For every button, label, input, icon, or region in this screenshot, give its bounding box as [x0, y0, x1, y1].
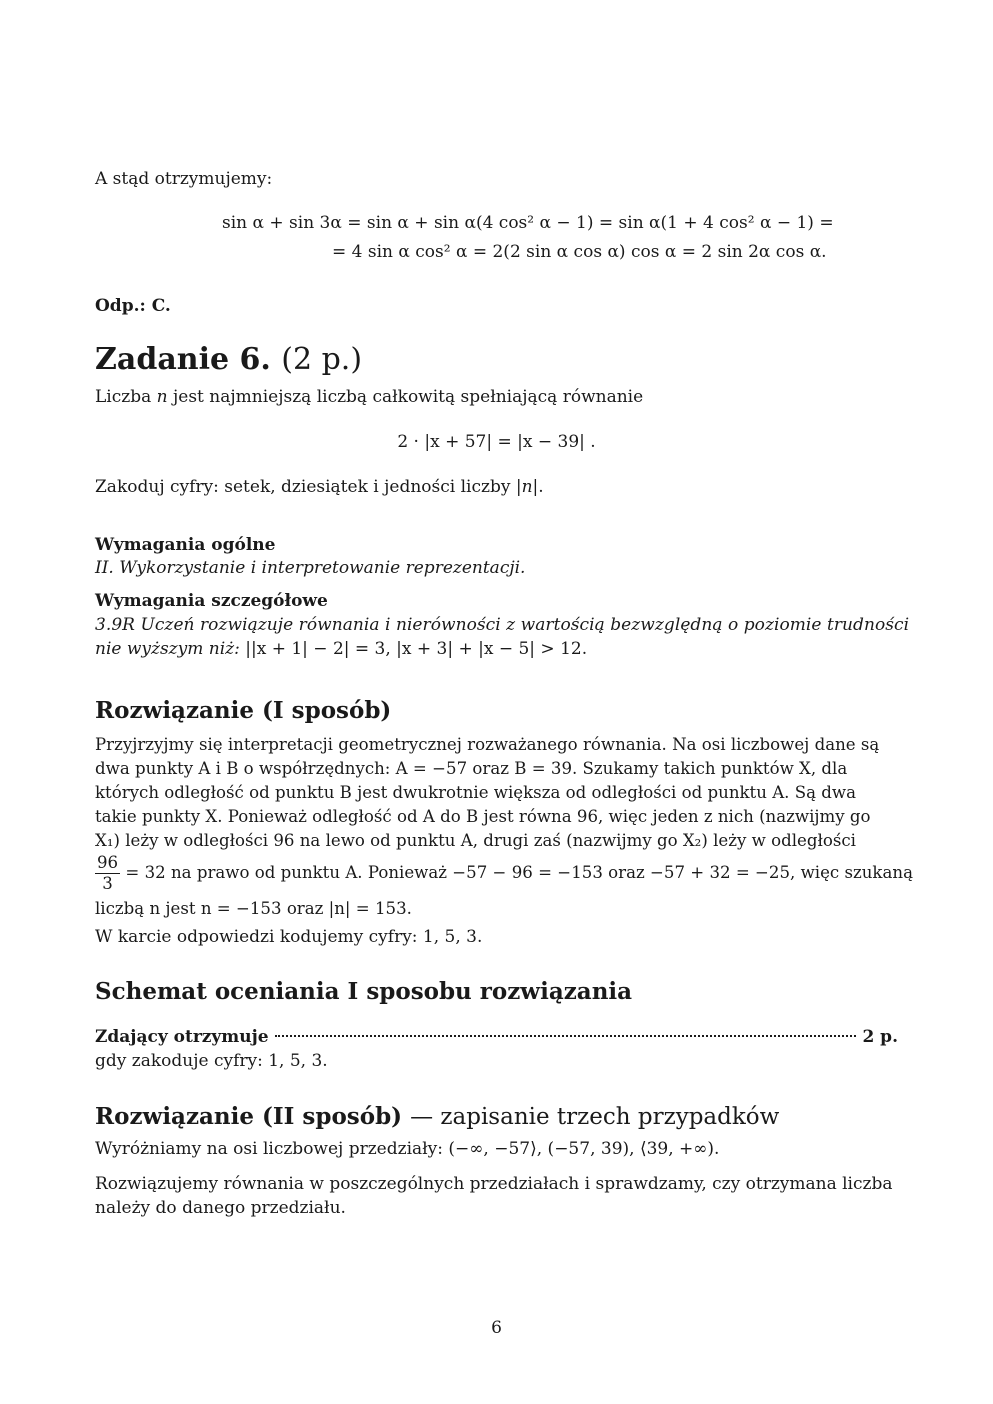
- detailed-requirements-line-2: [95, 637, 898, 661]
- intro-text: A stąd otrzymujemy:: [95, 169, 273, 189]
- fraction-numerator: 96: [97, 853, 119, 872]
- trig-equation-line-2: = 4 sin α cos² α = 2(2 sin α cos α) cos α = 2 sin 2α cos α.: [332, 242, 827, 262]
- solution-2-title-main: Rozwiązanie (II sposób): [95, 1103, 403, 1130]
- trig-equation-line-1: sin α + sin 3α = sin α + sin α(4 cos² α − 1) = sin α(1 + 4 cos² α − 1) =: [222, 213, 834, 233]
- solution-2-line-1: Wyróżniamy na osi liczbowej przedziały: (−∞, −57⟩, (−57, 39), ⟨39, +∞).: [95, 1139, 720, 1159]
- solution-1-code-line: W karcie odpowiedzi kodujemy cyfry: 1, 5, 3.: [95, 927, 483, 947]
- task-code-instruction: [95, 475, 898, 499]
- scheme-title: Schemat oceniania I sposobu rozwiązania: [95, 978, 633, 1005]
- solution-1-line-2: dwa punkty A i B o współrzędnych: A = −57 oraz B = 39. Szukamy takich punktów X, dla: [95, 759, 848, 778]
- task-points: (2 p.): [281, 342, 363, 377]
- detailed-requirements-examples: ||x + 1| − 2| = 3, |x + 3| + |x − 5| > 12.: [245, 639, 588, 659]
- scheme-row-condition: gdy zakoduje cyfry: 1, 5, 3.: [95, 1051, 328, 1071]
- solution-2-subtitle: — zapisanie trzech przypadków: [410, 1104, 780, 1130]
- dot-leader: [275, 1035, 857, 1037]
- code-instruction-var: |n|: [515, 477, 539, 497]
- solution-1-line-1: Przyjrzyjmy się interpretacji geometrycznej rozważanego równania. Na osi liczbowej dane są: [95, 735, 880, 754]
- task-title: [95, 343, 898, 377]
- solution-2-line-2: Rozwiązujemy równania w poszczególnych przedziałach i sprawdzamy, czy otrzymana liczba: [95, 1174, 893, 1194]
- fraction-line-rest: = 32 na prawo od punktu A. Ponieważ −57 − 96 = −153 oraz −57 + 32 = −25, więc szukaną: [125, 863, 913, 882]
- solution-1-line-3: których odległość od punktu B jest dwukrotnie większa od odległości od punktu A. Są dwa: [95, 783, 856, 802]
- general-requirements-text: II. Wykorzystanie i interpretowanie reprezentacji.: [95, 558, 526, 578]
- task-number: Zadanie 6.: [95, 342, 271, 377]
- page-number: 6: [491, 1318, 502, 1338]
- task-statement: [95, 385, 898, 409]
- solution-1-title: Rozwiązanie (I sposób): [95, 697, 392, 724]
- detailed-requirements-title: Wymagania szczegółowe: [95, 591, 328, 611]
- code-instruction-end: .: [538, 477, 544, 497]
- solution-1-line-4: takie punkty X. Ponieważ odległość od A do B jest równa 96, więc jeden z nich (nazwijmy go: [95, 807, 871, 826]
- solution-2-title: [95, 1103, 898, 1131]
- fraction: [95, 853, 120, 894]
- scheme-row-label: Zdający otrzymuje: [95, 1027, 269, 1047]
- detailed-requirements-line-1: 3.9R Uczeń rozwiązuje równania i nierówności z wartością bezwzględną o poziomie trudności: [95, 615, 910, 635]
- solution-1-paragraph: [95, 733, 913, 921]
- solution-1-fraction-line: [95, 853, 913, 897]
- task-equation: 2 · |x + 57| = |x − 39| .: [397, 432, 596, 452]
- fraction-denominator: 3: [102, 874, 113, 893]
- detailed-requirements-prefix: nie wyższym niż:: [95, 639, 240, 659]
- general-requirements-title: Wymagania ogólne: [95, 535, 276, 555]
- scheme-row-points: 2 p.: [862, 1027, 898, 1047]
- code-instruction-text: Zakoduj cyfry: setek, dziesiątek i jedności liczby: [95, 477, 511, 497]
- solution-1-last-line: liczbą n jest n = −153 oraz |n| = 153.: [95, 899, 412, 918]
- task-statement-part-a: Liczba: [95, 387, 152, 407]
- task-statement-part-b: jest najmniejszą liczbą całkowitą spełniającą równanie: [173, 387, 644, 407]
- scheme-row: [95, 1025, 898, 1049]
- solution-1-line-5: X₁) leży w odległości 96 na lewo od punktu A, drugi zaś (nazwijmy go X₂) leży w odległości: [95, 831, 856, 850]
- task-statement-var: n: [156, 387, 168, 407]
- answer-label: Odp.: C.: [95, 296, 171, 316]
- solution-2-line-3: należy do danego przedziału.: [95, 1198, 346, 1218]
